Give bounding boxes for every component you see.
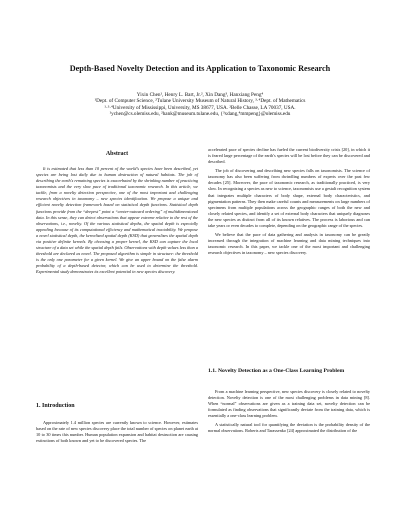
affiliation-line-2: ¹·³·⁴University of Mississippi, University, MS 38677, USA. ²Belle Chasse, LA 70037, USA. — [104, 104, 296, 111]
author-emails: ¹ychen@cs.olemiss.edu, ²hank@museum.tulane.edu, {³xdang,⁴mmpeng}@olemiss.edu — [109, 111, 291, 118]
right-column-body — [208, 147, 370, 256]
affiliation-line-1: ¹Dept. of Computer Science, ²Tulane University Museum of Natural History, ³·⁴Dept. of Mathematics — [94, 98, 306, 105]
paragraph-novelty: From a machine learning perspective, new species discovery is closely related to novelty detection. Novelty detection is one of the most challenging problems in data mining [8]. When “normal” observations are given as a training data set, novelty detection can be formulated as finding observations that significantly deviate from the training data, which is essentially a one-class learning problem. — [208, 389, 370, 419]
paper-title: Depth-Based Novelty Detection and its Application to Taxonomic Research — [69, 64, 331, 73]
introduction-body — [36, 420, 198, 444]
intro-paragraph: Approximately 1.4 million species are currently known to science. However, estimates based on the rate of new species discovery place the total number of species on planet earth at 10 to 30 times this number. Human population expansion and habitat destruction are causing extinctions of both known and yet to be discovered species. The — [36, 420, 198, 444]
abstract-body — [36, 166, 198, 275]
abstract-heading: Abstract — [105, 151, 129, 157]
paragraph-continued: accelerated pace of species decline has fueled the current biodiversity crisis [20], in which it is feared large percentage of the earth's species will be lost before they can be discovered and described. — [208, 147, 370, 165]
subsection-heading-novelty-detection: 1.1. Novelty Detection as a One-Class Learning Problem — [208, 368, 345, 374]
subsection-body — [208, 389, 370, 435]
paragraph-integration: We believe that the pace of data gathering and analysis in taxonomy can be greatly increased through the integration of machine learning and data mining techniques into taxonomic research. In this paper, we tackle one of the most important and challenging research objectives in taxonomy – new species discovery. — [208, 232, 370, 256]
author-names: Yixin Chen¹, Henry L. Bart, Jr.², Xin Dang³, Hanxiang Peng⁴ — [136, 92, 264, 98]
abstract-paragraph: It is estimated that less than 10 percent of the world's species have been described, yet species are being lost daily due to human destruction of natural habitats. The job of describing the earth's remaining species is exacerbated by the shrinking number of practicing taxonomists and the very slow pace of traditional taxonomic research. In this article, we tackle, from a novelty detection perspective, one of the most important and challenging research objectives in taxonomy – new species identification. We propose a unique and efficient novelty detection framework based on statistical depth functions. Statistical depth functions provide from the “deepest” point a “center-outward ordering” of multidimensional data. In this sense, they can detect observations that appear extreme relative to the rest of the observations, i.e., novelty. Of the various statistical depths, the spatial depth is especially appealing because of its computational efficiency and mathematical tractability. We propose a novel statistical depth, the kernelized spatial depth (KSD) that generalizes the spatial depth via positive definite kernels. By choosing a proper kernel, the KSD can capture the local structure of a data set while the spatial depth fails. Observations with depth values less than a threshold are declared as novel. The proposed algorithm is simple in structure: the threshold is the only one parameter for a given kernel. We give an upper bound on the false alarm probability of a depth-based detector, which can be used to determine the threshold. Experimental study demonstrates its excellent potential in new species discovery. — [36, 166, 198, 275]
section-heading-introduction: 1. Introduction — [36, 403, 75, 409]
paragraph-taxonomists: The job of discovering and describing new species falls on taxonomists. The science of taxonomy has also been suffering from dwindling numbers of experts over the past few decades [25]. Moreover, the pace of taxonomic research, as traditionally practiced, is very slow. In recognizing a species as new to science, taxonomists use a gestalt recognition system that integrates multiple characters of body shape, external body characteristics, and pigmentation patterns. They then make careful counts and measurements on large numbers of specimens from multiple populations across the geographic ranges of both the new and closely related species, and identify a set of external body characters that uniquely diagnoses the new species as distinct from all of its known relatives. The process is laborious and can take years or even decades to complete, depending on the geographic range of the species. — [208, 168, 370, 228]
paragraph-density: A statistically natural tool for quantifying the deviation is the probability density of the normal observations. Roberts and Tarassenko [24] approximated the distribution of the — [208, 422, 370, 434]
author-block — [20, 92, 380, 118]
